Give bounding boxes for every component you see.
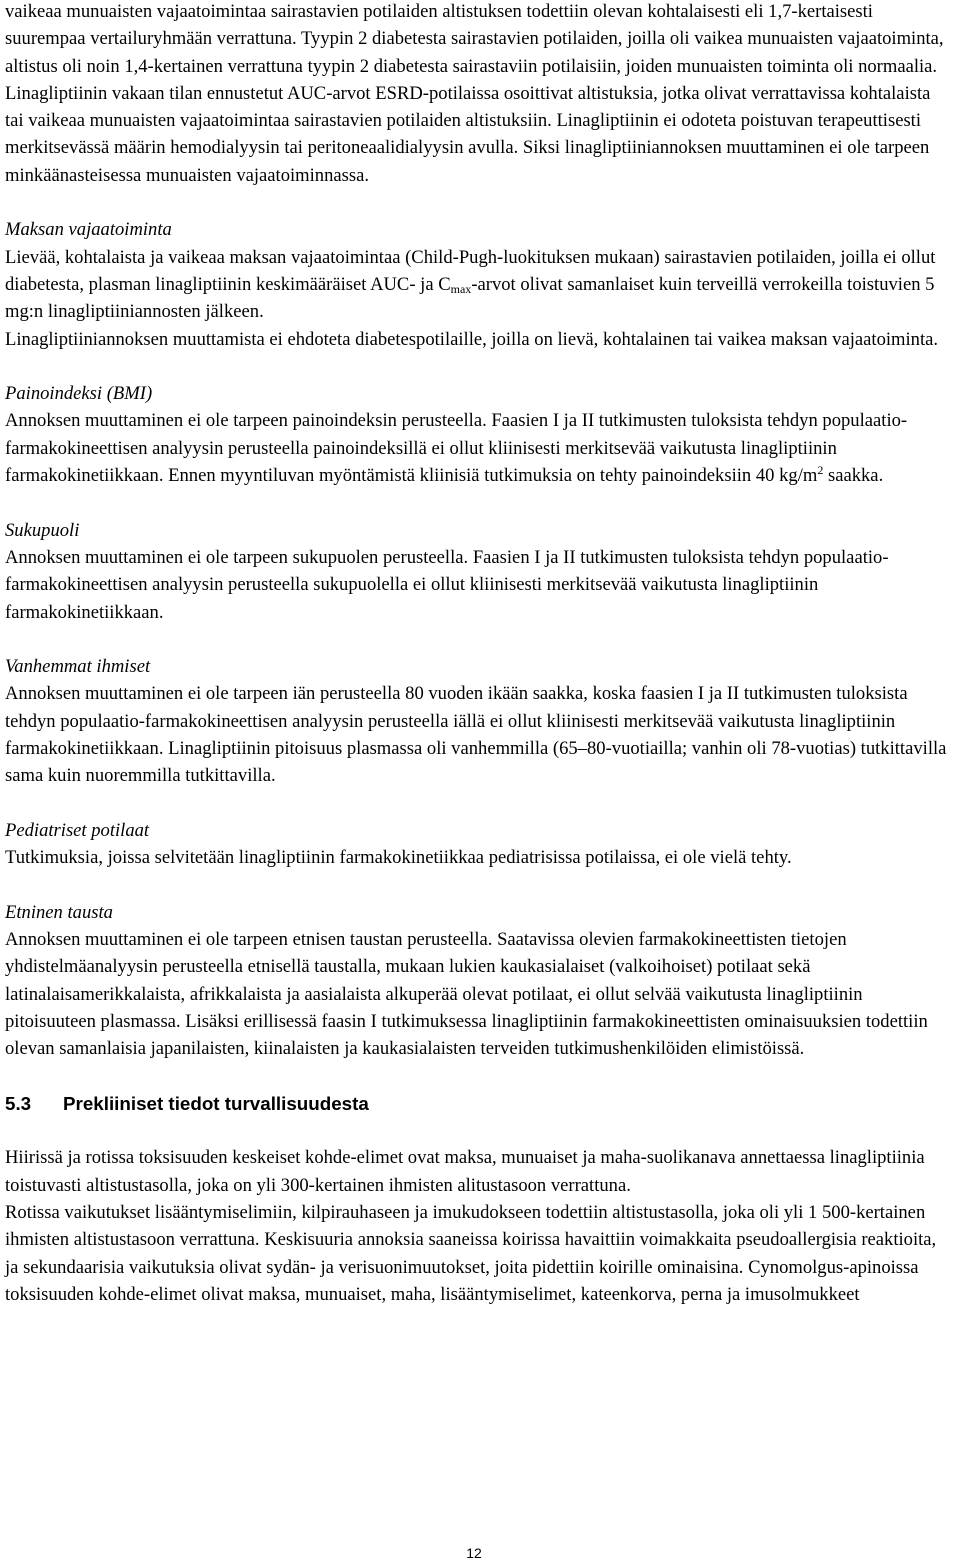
section-title: Prekliiniset tiedot turvallisuudesta xyxy=(63,1092,369,1114)
maksa-text-part2: -arvot olivat samanlaiset kuin terveillä verrokeilla toistuvien 5 mg:n linagliptiiniannosten jälkeen. xyxy=(5,273,935,323)
preclinical-paragraph-2: Rotissa vaikutukset lisääntymiselimiin, kilpirauhaseen ja imukudokseen todettiin altistustasolla, joka oli yli 1 500-kertainen ihmisten altistustasoon verrattuna. Keskisuuria annoksia saaneissa koirissa havaittiin voimakkaita pseudoallergisia reaktioita, ja sekundaarisia vaikutuksia olivat sydän- ja verisuonimuutokset, joita pidettiin koirille ominaisina. Cynomolgus-apinoissa toksisuuden kohde-elimet olivat maksa, munuaiset, maha, lisääntymiselimet, kateenkorva, perna ja imusolmukkeet xyxy=(5,1202,937,1305)
bmi-text-part1: Annoksen muuttaminen ei ole tarpeen painoindeksin perusteella. Faasien I ja II tutkimusten tuloksista tehdyn populaatio-farmakokineettisen analyysin perusteella painoindeksillä ei ollut kliinisesti merkitsevää vaikutusta linagliptiinin farmakokinetiikkaan. Ennen myyntiluvan myöntämistä kliinisiä tutkimuksia on tehty painoindeksiin 40 kg/m xyxy=(5,410,908,487)
vanhemmat-paragraph: Annoksen muuttaminen ei ole tarpeen iän perusteella 80 vuoden ikään saakka, koska faasien I ja II tutkimusten tuloksista tehdyn populaatio-farmakokineettisen analyysin perusteella iällä ei ollut kliinisesti merkitsevää vaikutusta linagliptiinin farmakokinetiikkaan. Linagliptiinin pitoisuus plasmassa oli vanhemmilla (65–80-vuotiailla; vanhin oli 78-vuotias) tutkittavilla sama kuin nuoremmilla tutkittavilla. xyxy=(5,683,947,787)
section-number: 5.3 xyxy=(5,1092,32,1114)
maksa-paragraph-2: Linagliptiiniannoksen muuttamista ei ehdoteta diabetespotilaille, joilla on lievä, kohtalainen tai vaikea maksan vajaatoiminta. xyxy=(5,328,939,350)
bmi-text-part2: saakka. xyxy=(823,465,884,487)
maksa-paragraph xyxy=(5,244,953,326)
bmi-paragraph xyxy=(5,407,953,489)
squared-superscript: 2 xyxy=(817,463,824,478)
section-heading-maksa: Maksan vajaatoiminta xyxy=(5,219,172,241)
preclinical-paragraph-1: Hiirissä ja rotissa toksisuuden keskeiset kohde-elimet ovat maksa, munuaiset ja maha-suolikanava annettaessa linagliptiinia toistuvasti altistustasolla, joka on yli 300-kertainen ihmisten alitustasoon verrattuna. xyxy=(5,1147,925,1196)
section-heading-5-3 xyxy=(5,1090,953,1117)
section-heading-sukupuoli: Sukupuoli xyxy=(5,519,80,541)
etninen-paragraph: Annoksen muuttaminen ei ole tarpeen etnisen taustan perusteella. Saatavissa olevien farmakokineettisten tietojen yhdistelmäanalyysin perusteella etnisellä taustalla, mukaan lukien kaukasialaiset (valkoihoiset) potilaat sekä latinalaisamerikkalaista, afrikkalaista ja aasialaista alkuperää olevat potilaat, ei ollut selvää vaikutusta linagliptiinin pitoisuuteen plasmassa. Lisäksi erillisessä faasin I tutkimuksessa linagliptiinin farmakokineettisten ominaisuuksien todettiin olevan samanlaisia japanilaisten, kiinalaisten ja kaukasialaisten terveiden tutkimushenkilöiden elimistöissä. xyxy=(5,929,928,1060)
pediatriset-paragraph: Tutkimuksia, joissa selvitetään linagliptiinin farmakokinetiikkaa pediatrisissa potilaissa, ei ole vielä tehty. xyxy=(5,847,792,869)
sukupuoli-paragraph: Annoksen muuttaminen ei ole tarpeen sukupuolen perusteella. Faasien I ja II tutkimusten tuloksista tehdyn populaatio-farmakokineettisen analyysin perusteella sukupuolella ei ollut kliinisesti merkitsevää vaikutusta linagliptiinin farmakokinetiikkaan. xyxy=(5,546,889,623)
section-heading-etninen: Etninen tausta xyxy=(5,901,113,923)
maksa-text-part1: Lievää, kohtalaista ja vaikeaa maksan vajaatoimintaa (Child-Pugh-luokituksen mukaan) sairastavien potilaiden, joilla ei ollut diabetesta, plasman linagliptiinin keskimääräiset AUC- ja C xyxy=(5,246,936,295)
cmax-subscript: max xyxy=(450,281,472,296)
section-heading-vanhemmat: Vanhemmat ihmiset xyxy=(5,656,151,678)
page-number: 12 xyxy=(466,1545,482,1561)
intro-paragraph: vaikeaa munuaisten vajaatoimintaa sairastavien potilaiden altistuksen todettiin olevan kohtalaisesti eli 1,7-kertaisesti suurempaa vertailuryhmään verrattuna. Tyypin 2 diabetesta sairastavien potilaiden, joilla oli vaikea munuaisten vajaatoiminta, altistus oli noin 1,4-kertainen verrattuna tyypin 2 diabetesta sairastaviin potilaisiin, joiden munuaisten toiminta oli normaalia. Linagliptiinin vakaan tilan ennustetut AUC-arvot ESRD-potilaissa osoittivat altistuksia, jotka olivat verrattavissa kohtalaista tai vaikeaa munuaisten vajaatoimintaa sairastavien potilaiden altistuksiin. Linagliptiinin ei odoteta poistuvan terapeuttisesti merkitsevässä määrin hemodialyysin tai peritoneaalidialyysin avulla. Siksi linagliptiiniannoksen muuttaminen ei ole tarpeen minkäänasteisessa munuaisten vajaatoiminnassa. xyxy=(5,1,944,186)
section-heading-pediatriset: Pediatriset potilaat xyxy=(5,819,150,841)
section-heading-bmi: Painoindeksi (BMI) xyxy=(5,383,153,405)
document-page xyxy=(5,0,953,1308)
